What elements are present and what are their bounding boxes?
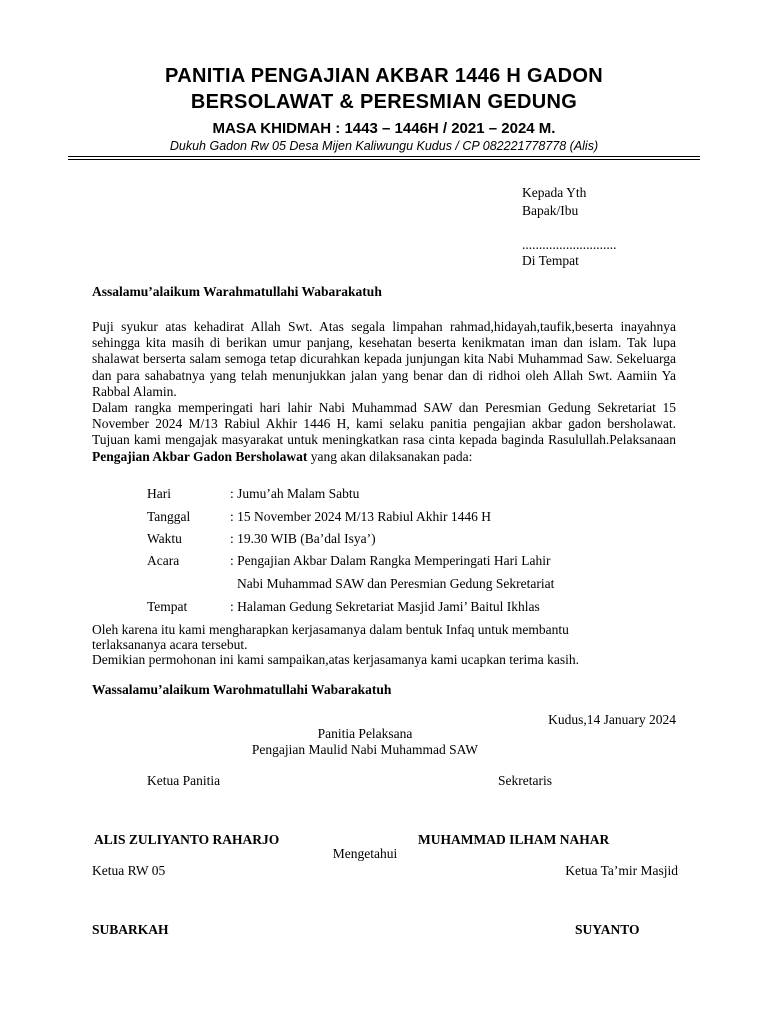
recipient-line1: Kepada Yth [522,185,587,200]
letterhead-title-line2: BERSOLAWAT & PERESMIAN GEDUNG [190,91,578,113]
body-paragraph-2-end: yang akan dilaksanakan pada: [307,448,473,464]
detail-tempat-value: : Halaman Gedung Sekretariat Masjid Jami’ Baitul Ikhlas [230,599,540,614]
detail-hari-value: : Jumu’ah Malam Sabtu [230,486,360,501]
rw-name: SUBARKAH [92,922,169,937]
chair-name: ALIS ZULIYANTO RAHARJO [94,832,280,847]
committee-label: Panitia Pelaksana [317,726,413,741]
rw-title: Ketua RW 05 [92,863,166,878]
recipient-line3: ............................ [522,237,617,252]
detail-acara-label: Acara [147,553,180,568]
detail-acara-value-2: Nabi Muhammad SAW dan Peresmian Gedung Sekretariat [237,576,555,591]
event-name-bold: Pengajian Akbar Gadon Bersholawat [92,448,308,464]
closing-line1: Oleh karena itu kami mengharapkan kerjasamanya dalam bentuk Infaq untuk membantu [92,622,569,637]
letterhead-divider [68,156,700,160]
letterhead-title-line1: PANITIA PENGAJIAN AKBAR 1446 H GADON [165,65,603,87]
recipient-line4: Di Tempat [522,253,579,268]
body-paragraph-2-start: Dalam rangka memperingati hari lahir Nabi Muhammad SAW dan Peresmian Gedung Sekretariat 15 November 2024 M/13 Rabiul Akhir 1446 H, kami selaku panitia pengajian akbar gadon bersholawat. Tujuan kami mengajak masyarakat untuk meningkatkan rasa cinta kepada baginda Rasulullah.Pelaksanaan [92,400,676,448]
greeting: Assalamu’alaikum Warahmatullahi Wabarakatuh [92,284,382,299]
mosque-name: SUYANTO [575,922,640,937]
acknowledged-label: Mengetahui [332,846,398,861]
secretary-name: MUHAMMAD ILHAM NAHAR [418,832,610,847]
detail-waktu-label: Waktu [147,531,182,546]
detail-tempat-label: Tempat [147,599,188,614]
detail-tanggal-label: Tanggal [147,509,191,524]
body-text [92,319,676,465]
recipient-line2: Bapak/Ibu [522,203,579,218]
event-label: Pengajian Maulid Nabi Muhammad SAW [251,742,479,757]
chair-title: Ketua Panitia [147,773,221,788]
place-date: Kudus,14 January 2024 [548,712,676,727]
detail-waktu-value: : 19.30 WIB (Ba’dal Isya’) [230,531,376,546]
farewell: Wassalamu’alaikum Warohmatullahi Wabarakatuh [92,682,392,697]
closing-line3: Demikian permohonan ini kami sampaikan,atas kerjasamanya kami ucapkan terima kasih. [92,652,579,667]
letterhead-address: Dukuh Gadon Rw 05 Desa Mijen Kaliwungu Kudus / CP 082221778778 (Alis) [169,139,599,153]
detail-hari-label: Hari [147,486,171,501]
closing-line2: terlaksananya acara tersebut. [92,637,248,652]
mosque-title: Ketua Ta’mir Masjid [565,863,678,878]
body-paragraph-2 [92,400,676,465]
detail-acara-value-1: : Pengajian Akbar Dalam Rangka Memperingati Hari Lahir [230,553,551,568]
letterhead-period: MASA KHIDMAH : 1443 – 1446H / 2021 – 2024 M. [212,120,556,137]
secretary-title: Sekretaris [498,773,552,788]
detail-tanggal-value: : 15 November 2024 M/13 Rabiul Akhir 1446 H [230,509,491,524]
body-paragraph-1: Puji syukur atas kehadirat Allah Swt. Atas segala limpahan rahmad,hidayah,taufik,beserta inayahnya sehingga kita masih di berikan umur panjang, kesehatan beserta kenikmatan iman dan islam. Tak lupa shalawat berserta salam semoga tetap dicurahkan kepada junjungan kita Nabi Muhammad Saw. Sekeluarga dan para sahabatnya yang telah menunjukkan jalan yang benar dan di ridhoi oleh Allah Swt. Aamiin Ya Rabbal Alamin. [92,319,676,399]
